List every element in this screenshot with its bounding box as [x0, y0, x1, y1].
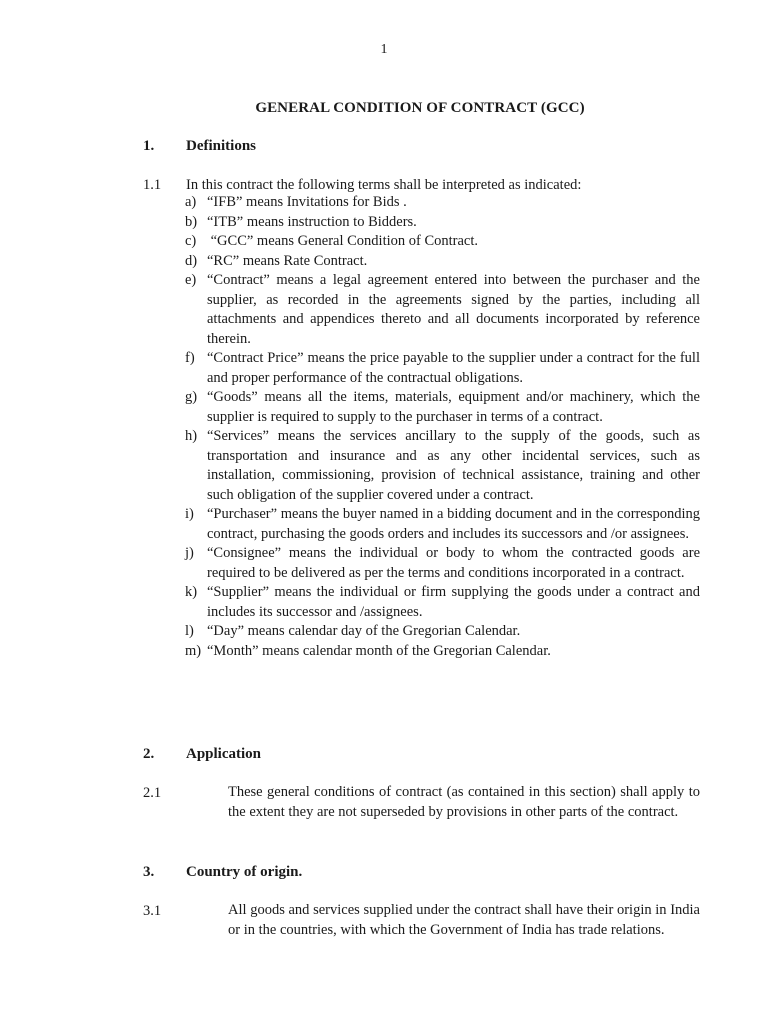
definitions-list [185, 193, 700, 661]
list-item [185, 642, 700, 662]
section-number: 3. [143, 864, 155, 880]
list-item [185, 427, 700, 505]
item-text: “Consignee” means the individual or body to whom the contracted goods are required to be delivered as per the terms and conditions incorporated in a contract. [207, 545, 700, 581]
item-label: l) [185, 623, 194, 639]
list-item [185, 544, 700, 583]
item-label: m) [185, 642, 202, 659]
item-label: e) [185, 272, 197, 288]
list-item [185, 622, 700, 642]
clause-number: 2.1 [143, 785, 162, 801]
item-label: j) [185, 545, 194, 561]
item-label: a) [185, 194, 197, 210]
item-text: “ITB” means instruction to Bidders. [207, 213, 417, 230]
page-number: 1 [380, 42, 388, 57]
clause-number: 1.1 [143, 177, 162, 193]
item-label: f) [185, 350, 195, 366]
section-heading-definitions: Definitions [186, 138, 257, 154]
list-item [185, 505, 700, 544]
item-text: “Goods” means all the items, materials, equipment and/or machinery, which the supplier is required to supply to the purchaser in terms of a contract. [207, 389, 700, 425]
item-text: “IFB” means Invitations for Bids . [207, 194, 407, 210]
item-text: “RC” means Rate Contract. [207, 252, 368, 269]
item-label: d) [185, 252, 198, 269]
item-text: “Purchaser” means the buyer named in a bidding document and in the corresponding contract, purchasing the goods orders and includes its successors and /or assignees. [207, 506, 700, 542]
section-heading-country-of-origin: Country of origin. [186, 864, 303, 880]
list-item [185, 232, 700, 252]
section-heading-application: Application [186, 746, 262, 762]
item-label: i) [185, 506, 194, 522]
item-label: h) [185, 428, 198, 444]
document-title: GENERAL CONDITION OF CONTRACT (GCC) [255, 100, 585, 116]
item-text: “Contract Price” means the price payable to the supplier under a contract for the full and proper performance of the contractual obligations. [207, 350, 700, 386]
clause-text: These general conditions of contract (as contained in this section) shall apply to the extent they are not superseded by provisions in other parts of the contract. [228, 784, 700, 820]
list-item [185, 193, 700, 213]
item-text: “Day” means calendar day of the Gregorian Calendar. [207, 623, 521, 639]
clause-number: 3.1 [143, 903, 162, 919]
section-number: 1. [143, 138, 155, 154]
section-number: 2. [143, 746, 155, 762]
list-item [185, 252, 700, 272]
item-label: b) [185, 213, 198, 230]
item-text: “Supplier” means the individual or firm supplying the goods under a contract and includes its successor and /assignees. [207, 584, 700, 620]
list-item [185, 583, 700, 622]
list-item [185, 388, 700, 427]
list-item [185, 213, 700, 233]
item-text: “GCC” means General Condition of Contract. [207, 233, 479, 249]
item-label: c) [185, 233, 197, 249]
list-item [185, 271, 700, 349]
item-text: “Services” means the services ancillary to the supply of the goods, such as transportation and insurance and as any other incidental services, such as installation, commissioning, provision of technical assistance, training and other such obligation of the supplier covered under a contract. [207, 428, 700, 503]
definitions-intro: In this contract the following terms shall be interpreted as indicated: [186, 177, 582, 193]
list-item [185, 349, 700, 388]
clause-text: All goods and services supplied under the contract shall have their origin in India or in the countries, with which the Government of India has trade relations. [228, 902, 700, 938]
item-text: “Month” means calendar month of the Gregorian Calendar. [207, 642, 551, 659]
item-text: “Contract” means a legal agreement entered into between the purchaser and the supplier, as recorded in the agreements signed by the parties, including all attachments and appendices thereto and all documents incorporated by reference therein. [207, 272, 700, 347]
item-label: k) [185, 584, 198, 600]
item-label: g) [185, 389, 198, 405]
